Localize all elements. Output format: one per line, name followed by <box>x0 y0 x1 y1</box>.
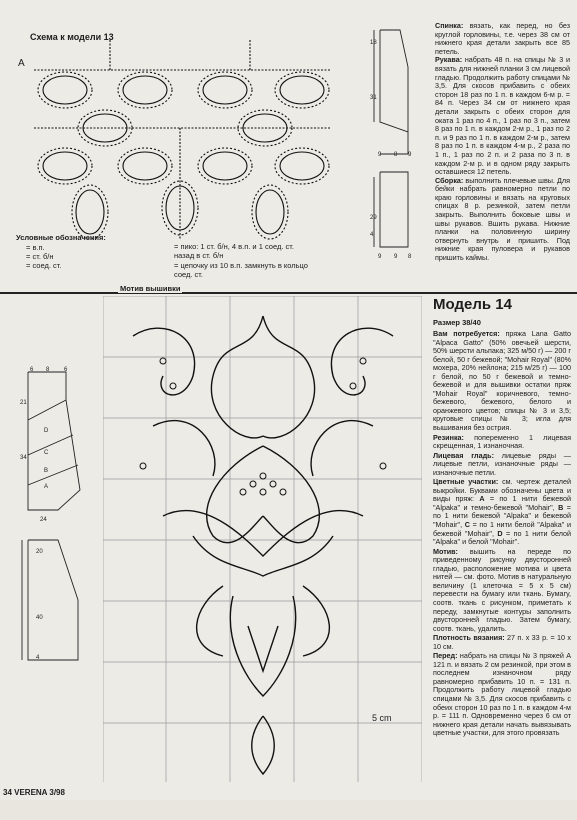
dim-31: 31 <box>370 95 377 101</box>
legend-title: Условные обозначения: <box>16 233 106 242</box>
dim-9d: 9 <box>394 254 398 260</box>
dim-29: 29 <box>370 215 377 221</box>
color-b: B <box>44 468 49 474</box>
motif-title: Мотив вышивки <box>120 284 181 293</box>
top-text-column: Спинка: вязать, как перед, но без круглой горловины, т.е. через 38 см от нижнего края детали закрыть все 85 петель. Рукава: набрать 48 п. на спицы № 3 и вязать для нижней планки 3 см лицевой гладью. Продолжить работу спицами № 3,5. Для скосов прибавить с обеих сторон 18 раз по 1 п. в каждом 6-м р. = 84 п. Через 34 см от нижнего края детали закрыть с обеих сторон для оката 1 раз по 4 п., 1 раз по 3 п., затем 8 раз по 1 п. в каждом 2-м р., 1 раз по 2 п. и 9 раз по 1 п. в каждом 2-м р., затем 8 раз по 1 п. в каждом 4-м р., 2 раза по 1 п., 1 раз по 2 п. и 2 раза по 3 п. в каждом 2-м р. и в одном ряду закрыть оставшиеся 12 петель. Сборка: выполнить плечевые швы. Для бейки набрать равномерно петли по краю горловины и вязать на круговых спицах 8 р. резинкой, затем петли закрыть. Выполнить боковые швы и швы рукавов. Вшить рукава. Нижние планки на половинную ширину отвернуть внутрь и пришить. Под нижние края пуловера и рукавов пришить каймы. <box>435 21 570 263</box>
color-d: D <box>44 428 49 434</box>
section-divider <box>0 292 577 294</box>
dim-18: 18 <box>370 40 377 46</box>
scale-label: 5 cm <box>372 713 392 723</box>
scheme-title: Схема к модели 13 <box>30 32 114 42</box>
dim-left-24: 24 <box>40 517 47 523</box>
instruction-paragraph: Резинка: попеременно 1 лицевая скрещенная, 1 изнаночная. <box>433 432 571 451</box>
dim-left-21: 21 <box>20 400 27 406</box>
instructions-column <box>433 330 571 739</box>
dim-left-8: 8 <box>46 367 50 373</box>
instruction-paragraph: Перед: набрать на спицы № 3 пряжей A 121 п. и вязать 2 см резинкой, при этом в последнем изнаночном ряду равномерно прибавить 10 п. = 131 п. Продолжить работу лицевой гладью спицами № 3,5. Для скосов прибавить с обеих сторон 10 раз по 1 п. в каждом 4-м р. = 111 п. Одновременно через 6 см от нижнего края детали начать вывязывать цветные участки, для этого провязать <box>433 651 571 738</box>
dim-4: 4 <box>370 232 374 238</box>
color-a: A <box>44 484 49 490</box>
instruction-paragraph: Лицевая гладь: лицевые ряды — лицевые петли, изнаночные ряды — изнаночные петли. <box>433 450 571 477</box>
page-footer: 34 VERENA 3/98 <box>3 788 65 797</box>
legend-item-sc: = ст. б/н <box>26 252 54 261</box>
dim-9a: 9 <box>378 152 382 158</box>
dim-9c: 9 <box>378 254 382 260</box>
legend-item-chain: = в.п. <box>26 243 45 252</box>
dim-left-40: 40 <box>36 615 43 621</box>
dim-9b: 9 <box>408 152 412 158</box>
top-section <box>0 0 577 292</box>
dim-left-34: 34 <box>20 455 27 461</box>
model-title: Модель 14 <box>433 296 512 313</box>
model-size: Размер 38/40 <box>433 318 481 327</box>
legend-item-slst: = соед. ст. <box>26 261 62 270</box>
legend-picot: = пико: 1 ст. б/н, 4 в.п. и 1 соед. ст. назад в ст. б/н <box>174 242 294 260</box>
dim-left-6a: 6 <box>30 367 34 373</box>
dim-left-20: 20 <box>36 549 43 555</box>
legend-ring: = цепочку из 10 в.п. замкнуть в кольцо соед. ст. <box>174 261 308 279</box>
dim-8: 8 <box>394 152 398 158</box>
scheme-label-a: A <box>18 58 25 69</box>
legend <box>16 233 436 279</box>
instruction-paragraph: Плотность вязания: 27 п. x 33 р. = 10 x 10 см. <box>433 633 571 651</box>
instruction-paragraph: Цветные участки: см. чертеж деталей выкройки. Буквами обозначены цвета и виды пряж: A = по 1 нити бежевой "Alpaka" и темно-бежевой "Mohair", B = по 1 нити бежевой "Alpaka" и бежевой "Mohair", C = по 1 нити белой "Alpaka" и бежевой "Mohair", D = по 1 нити белой "Alpaka" и белой "Mohair". <box>433 477 571 547</box>
color-c: C <box>44 450 49 456</box>
dim-left-4: 4 <box>36 655 40 661</box>
front-pattern-drawing <box>18 360 98 820</box>
dim-left-6b: 6 <box>64 367 68 373</box>
embroidery-motif <box>103 296 422 782</box>
instruction-paragraph: Мотив: вышить на переде по приведенному рисунку двусторонней гладью, расположение мотива и цвета нитей — см. фото. Мотив в натуральную величину (1 клеточка = 5 x 5 см) перевести на бумагу или ткань. Бумагу, соотв. ткань с рисунком, приметать к переду, замкнутые контуры заполнить двусторонней гладью. Затем бумагу, соотв. ткань, удалить. <box>433 546 571 633</box>
instruction-paragraph: Вам потребуется: пряжа Lana Gatto "Alpaca Gatto" (50% овечьей шерсти, 50% шерсти альпака; 325 м/50 г) — 200 г белой, 50 г бежевой; "Mohair Royal" (80% мохера, 20% нейлона; 215 м/25 г) — 100 г белой, по 50 г бежевой и темно-бежевой и для вышивки остатки пряж "Mohair Royal" коричневого, темно-бежевого, бежевого, белого и оранжевого цветов; спицы № 3 и 3,5; круговые спицы № 3; игла для вышивания без острия. <box>433 329 571 433</box>
crochet-scheme <box>20 40 340 240</box>
dim-8b: 8 <box>408 254 412 260</box>
